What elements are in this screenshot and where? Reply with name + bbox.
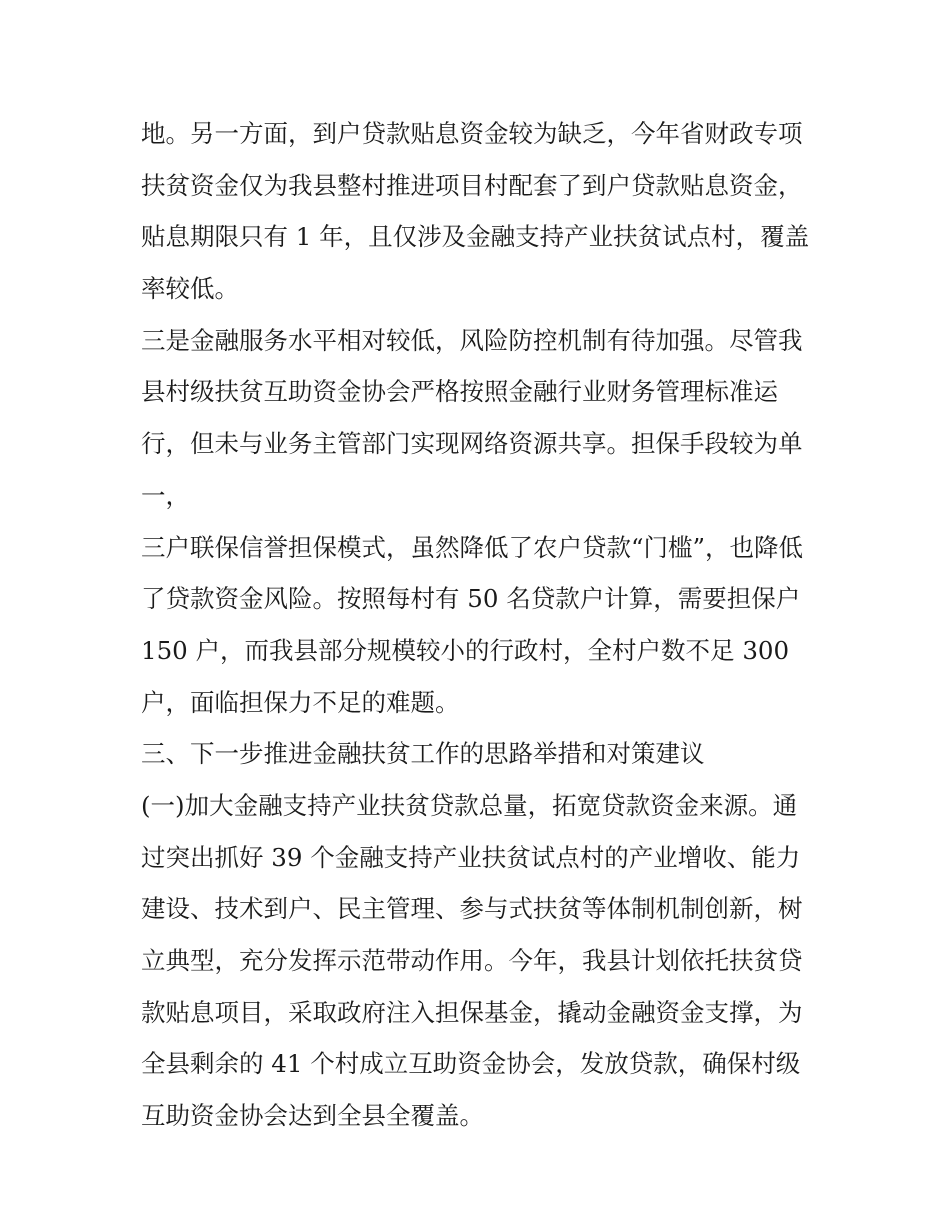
- text-line: 户，面临担保力不足的难题。: [141, 687, 460, 717]
- document-body: [141, 108, 821, 1142]
- text-line: 全县剩余的 41 个村成立互助资金协会，发放贷款，确保村级: [141, 1049, 801, 1079]
- text-line: 互助资金协会达到全县全覆盖。: [141, 1101, 484, 1131]
- section-heading: 三、下一步推进金融扶贫工作的思路举措和对策建议: [141, 739, 705, 769]
- text-line: 贴息期限只有 1 年，且仅涉及金融支持产业扶贫试点村，覆盖: [141, 222, 810, 252]
- text-line: 三是金融服务水平相对较低，风险防控机制有待加强。尽管我: [141, 325, 803, 355]
- text-line: 款贴息项目，采取政府注入担保基金，撬动金融资金支撑，为: [141, 997, 803, 1027]
- text-line: 过突出抓好 39 个金融支持产业扶贫试点村的产业增收、能力: [141, 842, 801, 872]
- text-line: 150 户，而我县部分规模较小的行政村，全村户数不足 300: [141, 635, 790, 665]
- text-line: 扶贫资金仅为我县整村推进项目村配套了到户贷款贴息资金，: [141, 170, 803, 200]
- text-line: 行，但未与业务主管部门实现网络资源共享。担保手段较为单: [141, 429, 803, 459]
- text-line: 率较低。: [141, 274, 239, 304]
- text-line: 一，: [141, 480, 190, 510]
- text-line: 县村级扶贫互助资金协会严格按照金融行业财务管理标准运: [141, 377, 778, 407]
- text-line: 了贷款资金风险。按照每村有 50 名贷款户计算，需要担保户: [141, 584, 801, 614]
- text-line: 三户联保信誉担保模式，虽然降低了农户贷款“门槛”，也降低: [141, 532, 804, 562]
- text-line: 地。另一方面，到户贷款贴息资金较为缺乏，今年省财政专项: [141, 119, 803, 148]
- text-line: 立典型，充分发挥示范带动作用。今年，我县计划依托扶贫贷: [141, 946, 803, 975]
- text-line: 建设、技术到户、民主管理、参与式扶贫等体制机制创新，树: [141, 894, 803, 924]
- text-line: (一)加大金融支持产业扶贫贷款总量，拓宽贷款资金来源。通: [141, 790, 798, 820]
